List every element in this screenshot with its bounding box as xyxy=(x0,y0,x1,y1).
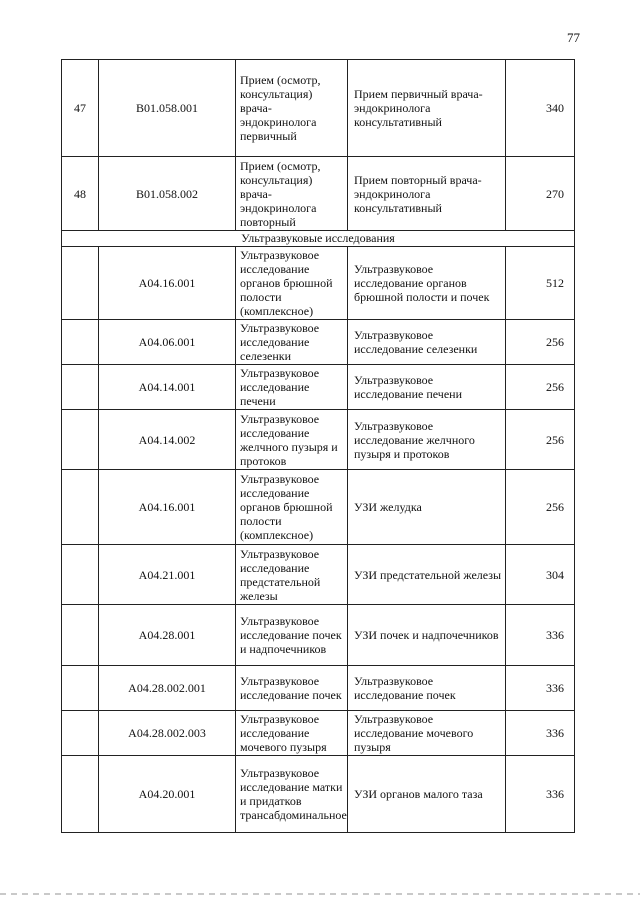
service-price: 340 xyxy=(506,60,575,157)
row-number xyxy=(62,410,99,470)
row-number xyxy=(62,320,99,365)
price-list-table xyxy=(61,59,575,833)
service-code: A04.16.001 xyxy=(99,247,236,320)
table-row xyxy=(62,711,575,756)
service-name: Ультразвуковое исследование селезенки xyxy=(236,320,348,365)
service-price: 336 xyxy=(506,666,575,711)
service-code: B01.058.002 xyxy=(99,157,236,231)
service-code: A04.16.001 xyxy=(99,470,236,545)
table-row xyxy=(62,320,575,365)
service-name: Ультразвуковое исследование желчного пузыря и протоков xyxy=(236,410,348,470)
service-description: Ультразвуковое исследование мочевого пузыря xyxy=(348,711,506,756)
service-name: Ультразвуковое исследование почек xyxy=(236,666,348,711)
service-name: Прием (осмотр, консультация) врача-эндокринолога повторный xyxy=(236,157,348,231)
service-code: A04.28.001 xyxy=(99,605,236,666)
row-number: 47 xyxy=(62,60,99,157)
service-code: A04.06.001 xyxy=(99,320,236,365)
service-code: B01.058.001 xyxy=(99,60,236,157)
service-code: A04.21.001 xyxy=(99,545,236,605)
service-description: Прием первичный врача-эндокринолога консультативный xyxy=(348,60,506,157)
row-number xyxy=(62,545,99,605)
service-code: A04.14.002 xyxy=(99,410,236,470)
row-number xyxy=(62,470,99,545)
table-row xyxy=(62,470,575,545)
service-name: Ультразвуковое исследование печени xyxy=(236,365,348,410)
service-price: 336 xyxy=(506,711,575,756)
row-number xyxy=(62,365,99,410)
service-price: 270 xyxy=(506,157,575,231)
service-price: 256 xyxy=(506,320,575,365)
service-price: 304 xyxy=(506,545,575,605)
service-description: Ультразвуковое исследование желчного пузыря и протоков xyxy=(348,410,506,470)
row-number xyxy=(62,247,99,320)
service-description: Ультразвуковое исследование органов брюшной полости и почек xyxy=(348,247,506,320)
table-row xyxy=(62,157,575,231)
service-name: Прием (осмотр, консультация) врача-эндокринолога первичный xyxy=(236,60,348,157)
service-code: A04.14.001 xyxy=(99,365,236,410)
page-number: 77 xyxy=(567,30,580,45)
service-description: УЗИ почек и надпочечников xyxy=(348,605,506,666)
row-number xyxy=(62,711,99,756)
service-name: Ультразвуковое исследование органов брюшной полости (комплексное) xyxy=(236,247,348,320)
service-description: Ультразвуковое исследование почек xyxy=(348,666,506,711)
service-name: Ультразвуковое исследование почек и надпочечников xyxy=(236,605,348,666)
section-title: Ультразвуковые исследования xyxy=(62,231,575,247)
service-name: Ультразвуковое исследование мочевого пузыря xyxy=(236,711,348,756)
service-description: УЗИ желудка xyxy=(348,470,506,545)
service-description: Ультразвуковое исследование печени xyxy=(348,365,506,410)
service-description: УЗИ органов малого таза xyxy=(348,756,506,833)
service-description: Прием повторный врача-эндокринолога консультативный xyxy=(348,157,506,231)
service-price: 512 xyxy=(506,247,575,320)
service-price: 256 xyxy=(506,410,575,470)
row-number xyxy=(62,756,99,833)
section-header-row xyxy=(62,231,575,247)
scan-edge-line xyxy=(0,893,640,895)
service-name: Ультразвуковое исследование матки и придатков трансабдоминальное xyxy=(236,756,348,833)
service-description: Ультразвуковое исследование селезенки xyxy=(348,320,506,365)
service-name: Ультразвуковое исследование предстательной железы xyxy=(236,545,348,605)
row-number: 48 xyxy=(62,157,99,231)
service-price: 336 xyxy=(506,605,575,666)
service-code: A04.20.001 xyxy=(99,756,236,833)
table-row xyxy=(62,605,575,666)
service-price: 256 xyxy=(506,365,575,410)
service-code: A04.28.002.001 xyxy=(99,666,236,711)
service-name: Ультразвуковое исследование органов брюшной полости (комплексное) xyxy=(236,470,348,545)
table-row xyxy=(62,410,575,470)
service-description: УЗИ предстательной железы xyxy=(348,545,506,605)
row-number xyxy=(62,666,99,711)
service-code: A04.28.002.003 xyxy=(99,711,236,756)
service-price: 256 xyxy=(506,470,575,545)
table-row xyxy=(62,365,575,410)
table-row xyxy=(62,666,575,711)
table-row xyxy=(62,545,575,605)
table-row xyxy=(62,60,575,157)
table-row xyxy=(62,756,575,833)
table-row xyxy=(62,247,575,320)
service-price: 336 xyxy=(506,756,575,833)
row-number xyxy=(62,605,99,666)
